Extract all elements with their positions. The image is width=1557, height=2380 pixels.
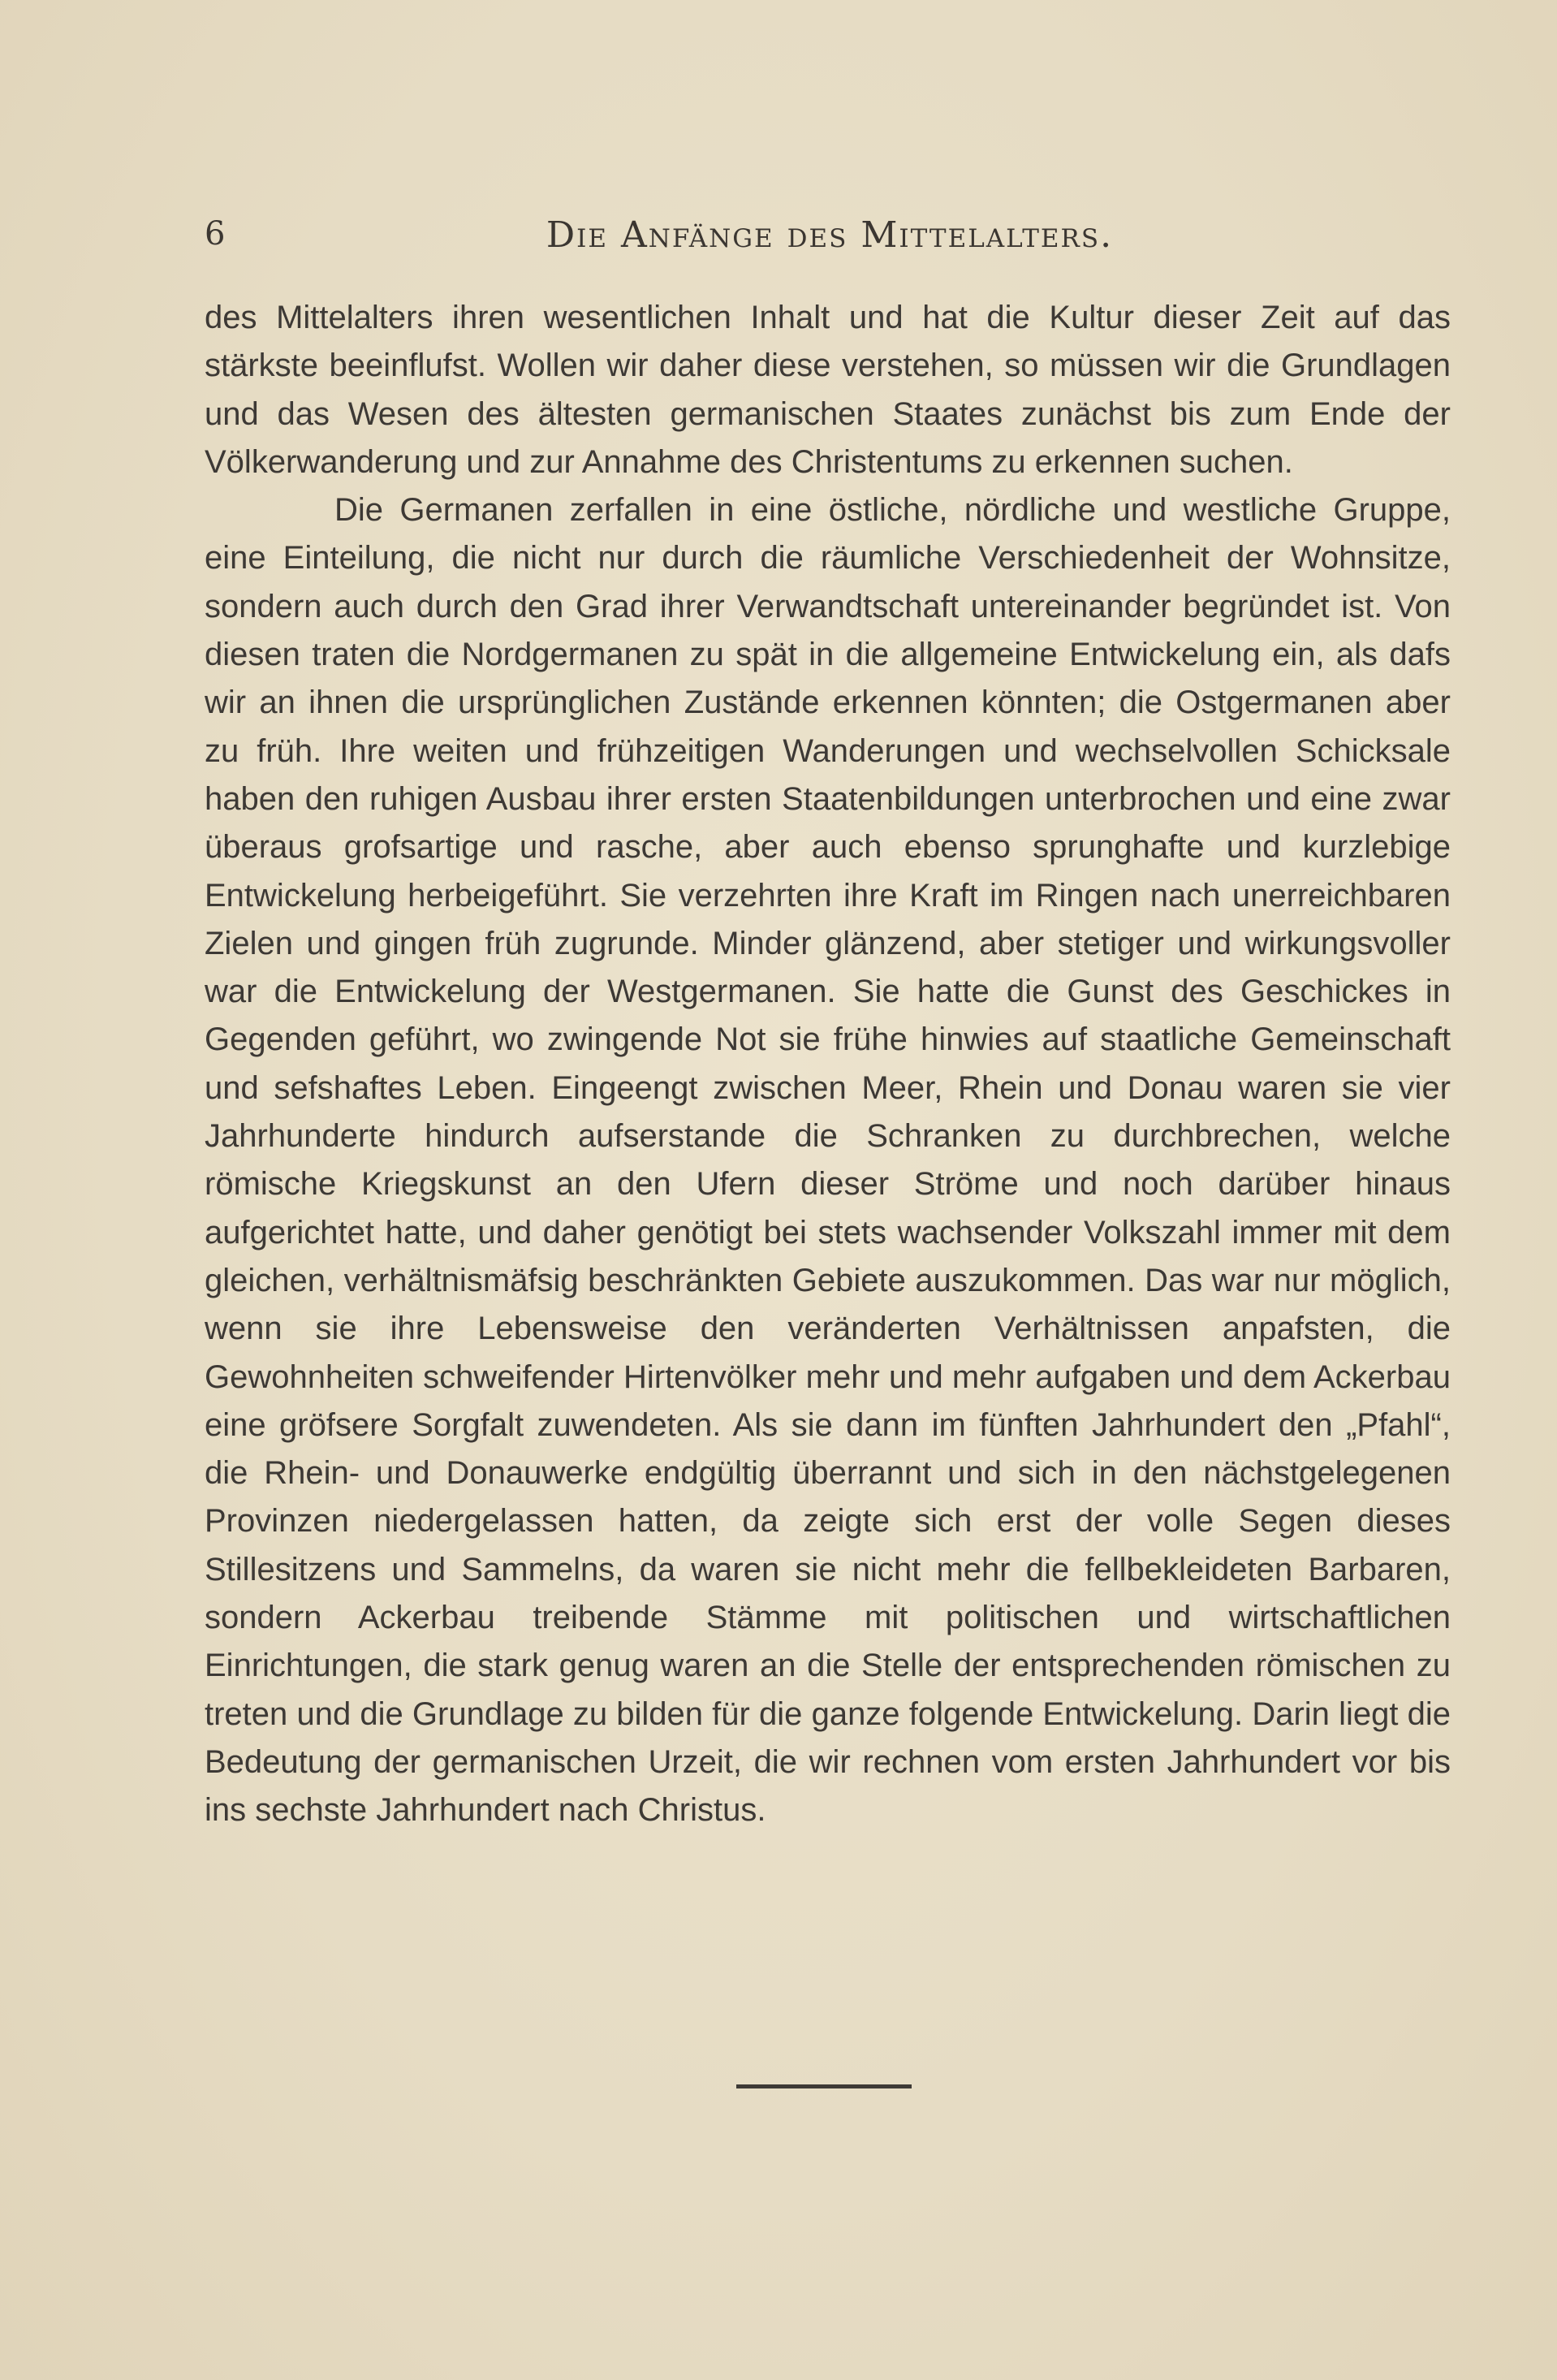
body-text [205,294,1451,1835]
running-head [205,213,1455,261]
paragraph-2: Die Germanen zerfallen in eine östliche, nördliche und westliche Gruppe, eine Einteilung, die nicht nur durch die räumliche Verschiedenheit der Wohnsitze, sondern auch durch den Grad ihrer Verwandtschaft untereinander begründet ist. Von diesen traten die Nordgermanen zu spät in die allgemeine Entwickelung ein, als dafs wir an ihnen die ursprünglichen Zustände erkennen könnten; die Ostgermanen aber zu früh. Ihre weiten und frühzeitigen Wanderungen und wechselvollen Schicksale haben den ruhigen Ausbau ihrer ersten Staatenbildungen unterbrochen und eine zwar überaus grofsartige und rasche, aber auch ebenso sprunghafte und kurzlebige Entwickelung herbeigeführt. Sie verzehrten ihre Kraft im Ringen nach unerreichbaren Zielen und gingen früh zugrunde. Minder glänzend, aber stetiger und wirkungsvoller war die Entwickelung der Westgermanen. Sie hatte die Gunst des Geschickes in Gegenden geführt, wo zwingende Not sie frühe hinwies auf staatliche Gemeinschaft und sefshaftes Leben. Eingeengt zwischen Meer, Rhein und Donau waren sie vier Jahrhunderte hindurch aufserstande die Schranken zu durchbrechen, welche römische Kriegskunst an den Ufern dieser Ströme und noch darüber hinaus aufgerichtet hatte, und daher genötigt bei stets wachsender Volkszahl immer mit dem gleichen, verhältnismäfsig beschränkten Gebiete auszukommen. Das war nur möglich, wenn sie ihre Lebensweise den veränderten Verhältnissen anpafsten, die Gewohnheiten schweifender Hirtenvölker mehr und mehr aufgaben und dem Ackerbau eine gröfsere Sorgfalt zuwendeten. Als sie dann im fünften Jahrhundert den „Pfahl“, die Rhein- und Donauwerke endgültig überrannt und sich in den nächstgelegenen Provinzen niedergelassen hatten, da zeigte sich erst der volle Segen dieses Stillesitzens und Sammelns, da waren sie nicht mehr die fellbekleideten Barbaren, sondern Ackerbau treibende Stämme mit politischen und wirtschaftlichen Einrichtungen, die stark genug waren an die Stelle der entsprechenden römischen zu treten und die Grundlage zu bilden für die ganze folgende Entwickelung. Darin liegt die Bedeutung der germanischen Urzeit, die wir rechnen vom ersten Jahrhundert vor bis ins sechste Jahrhundert nach Christus. [205,492,1451,1829]
chapter-title: Die Anfänge des Mittelalters. [546,214,1114,256]
section-end-rule [736,2084,912,2088]
paragraph-1: des Mittelalters ihren wesentlichen Inhalt und hat die Kultur dieser Zeit auf das stärkste beeinflufst. Wollen wir daher diese verstehen, so müssen wir die Grundlagen und das Wesen des ältesten germanischen Staates zunächst bis zum Ende der Völkerwanderung und zur Annahme des Christentums zu erkennen suchen. [205,300,1451,480]
page-number: 6 [205,215,226,253]
